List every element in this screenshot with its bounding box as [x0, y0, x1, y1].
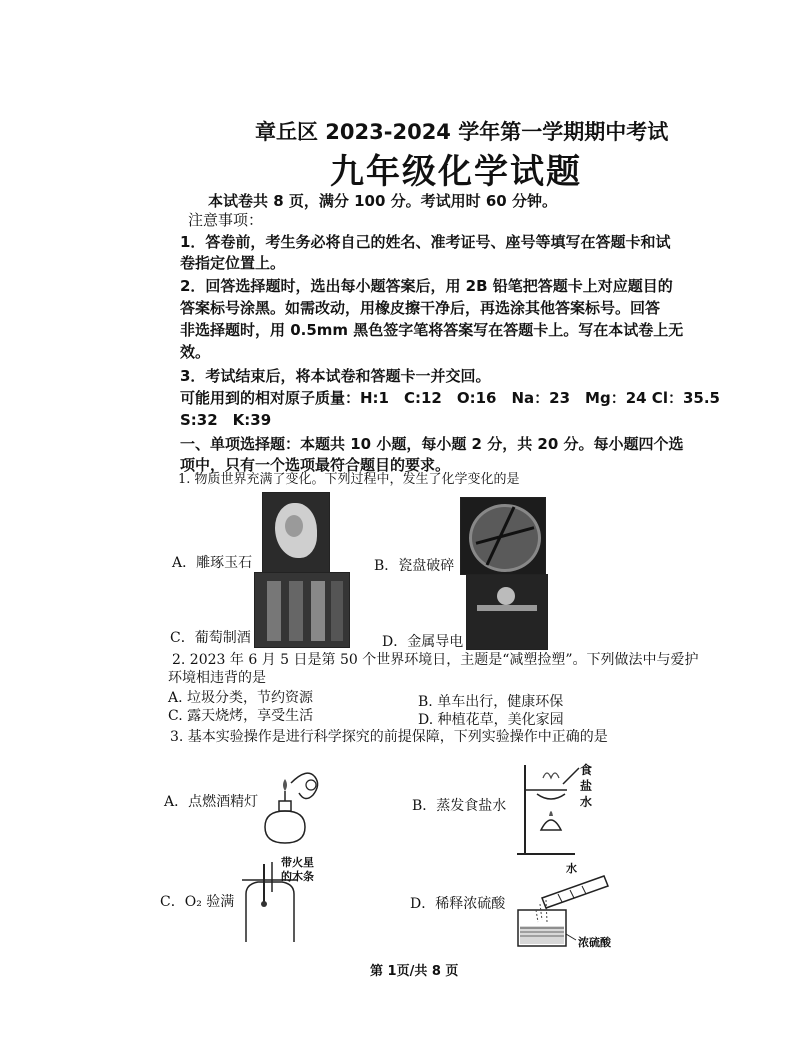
q3-option-b: B．蒸发食盐水 [412, 798, 507, 814]
note-item-2-line-2: 答案标号涂黑。如需改动，用橡皮擦干净后，再选涂其他答案标号。回答 [180, 299, 661, 317]
q1-option-d: D．金属导电 [382, 634, 464, 650]
q2-stem-line-1: 2. 2023 年 6 月 5 日是第 50 个世界环境日，主题是“减塑捡塑”。下列做法中与爱护 [172, 652, 699, 668]
q2-option-d: D. 种植花草，美化家园 [418, 712, 564, 728]
notes-heading: 注意事项： [188, 211, 264, 229]
q3-option-a: A．点燃酒精灯 [164, 794, 259, 810]
q1-image-metal-conduct [466, 574, 548, 650]
q2-option-c: C. 露天烧烤，享受生活 [168, 708, 314, 724]
q3-option-c: C．O₂ 验满 [160, 894, 235, 910]
note-item-2-line-1: 2．回答选择题时，选出每小题答案后，用 2B 铅笔把答题卡上对应题目的 [180, 277, 673, 295]
section-1-heading-line-2: 项中，只有一个选项最符合题目的要求。 [180, 456, 451, 474]
exam-info: 本试卷共 8 页，满分 100 分。考试用时 60 分钟。 [208, 192, 557, 210]
q3-label-water: 水 [566, 862, 577, 875]
q1-stem: 1. 物质世界充满了变化。下列过程中，发生了化学变化的是 [178, 472, 520, 487]
exam-title: 章丘区 2023-2024 学年第一学期期中考试 [255, 120, 669, 144]
q3-stem: 3. 基本实验操作是进行科学探究的前提保障，下列实验操作中正确的是 [170, 729, 608, 745]
note-item-2-line-4: 效。 [180, 343, 211, 361]
q3-option-d: D．稀释浓硫酸 [410, 896, 506, 912]
q2-stem-line-2: 环境相违背的是 [168, 670, 266, 686]
section-1-heading-line-1: 一、单项选择题：本题共 10 小题，每小题 2 分，共 20 分。每小题四个选 [180, 435, 684, 453]
subject-title: 九年级化学试题 [330, 152, 582, 192]
q1-image-grape-wine [254, 572, 350, 648]
page-number: 第 1页/共 8 页 [370, 964, 459, 979]
note-item-1-line-1: 1．答卷前，考生务必将自己的姓名、准考证号、座号等填写在答题卡和试 [180, 233, 671, 251]
q3-label-splint-line-2: 的木条 [281, 870, 314, 883]
note-item-1-line-2: 卷指定位置上。 [180, 254, 286, 272]
q3-label-salt-water-char-1: 食 [580, 763, 593, 777]
note-item-2-line-3: 非选择题时，用 0.5mm 黑色签字笔将答案写在答题卡上。写在本试卷上无 [180, 321, 684, 339]
q3-diagram-alcohol-lamp [255, 765, 331, 849]
q1-option-a: A．雕琢玉石 [172, 555, 253, 571]
q1-image-broken-plate [460, 497, 546, 575]
q1-option-c: C．葡萄制酒 [170, 630, 251, 646]
q3-label-salt-water-char-2: 盐 [580, 779, 593, 793]
q1-option-b: B．瓷盘破碎 [374, 558, 455, 574]
q2-option-b: B. 单车出行，健康环保 [418, 694, 564, 710]
atomic-masses-line-1: 可能用到的相对原子质量：H:1 C:12 O:16 Na：23 Mg：24 Cl：35.5 [180, 389, 720, 407]
atomic-masses-line-2: S:32 K:39 [180, 411, 272, 429]
q1-image-jade-carving [262, 492, 330, 574]
q3-label-salt-water [580, 762, 594, 810]
q3-label-splint-line-1: 带火星 [281, 856, 314, 869]
q3-label-conc-acid: 浓硫酸 [578, 936, 611, 949]
note-item-3: 3．考试结束后，将本试卷和答题卡一并交回。 [180, 367, 491, 385]
q3-label-salt-water-char-3: 水 [580, 795, 593, 809]
q2-option-a: A. 垃圾分类，节约资源 [168, 690, 314, 706]
